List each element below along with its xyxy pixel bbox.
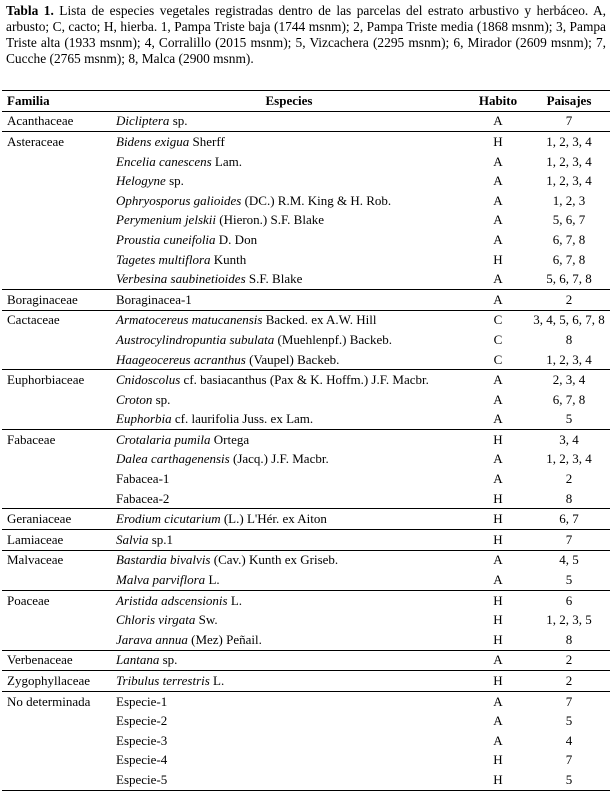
cell-paisajes: 6, 7, 8 — [552, 231, 586, 247]
cell-habito: A — [468, 111, 528, 132]
cell-familia — [2, 250, 110, 270]
cell-especie — [110, 152, 468, 172]
cell-especie — [110, 211, 468, 231]
species-authority: (Hieron.) S.F. Blake — [216, 212, 324, 228]
header-paisajes: Paisajes — [528, 91, 610, 112]
species-italic: Helogyne — [116, 173, 166, 189]
cell-paisajes: 5 — [565, 572, 573, 588]
table-row — [2, 691, 610, 711]
cell-paisajes: 4 — [565, 732, 573, 748]
table-row — [2, 171, 610, 191]
cell-especie — [110, 450, 468, 470]
cell-especie — [110, 350, 468, 370]
table-row — [2, 469, 610, 489]
table-header-row — [2, 91, 610, 112]
table-row — [2, 671, 610, 692]
cell-paisajes: 7 — [528, 530, 610, 551]
cell-especie — [110, 430, 468, 450]
cell-habito: H — [493, 490, 503, 506]
species-italic: Haageocereus acranthus — [116, 351, 246, 367]
cell-habito: H — [468, 430, 528, 450]
cell-paisajes: 1, 2, 3, 4 — [546, 153, 592, 169]
cell-habito: A — [493, 391, 503, 407]
cell-familia — [2, 691, 110, 711]
cell-especie — [110, 410, 468, 430]
cell-paisajes: 2 — [528, 650, 610, 671]
species-italic: Lantana — [116, 652, 160, 668]
species-authority: Backed. ex A.W. Hill — [262, 312, 377, 328]
table-row — [2, 370, 610, 390]
species-italic: Dicliptera — [116, 113, 170, 129]
table-row — [2, 530, 610, 551]
cell-habito: A — [493, 572, 503, 588]
cell-especie — [110, 191, 468, 211]
species-authority: D. Don — [215, 231, 258, 247]
cell-familia — [2, 550, 110, 570]
species-authority: sp. — [165, 173, 184, 189]
species-italic: Aristida adscensionis — [116, 592, 228, 608]
table-row — [2, 211, 610, 231]
species-authority: S.F. Blake — [245, 271, 303, 287]
cell-paisajes: 3, 4, 5, 6, 7, 8 — [528, 310, 610, 330]
species-authority: sp. — [152, 391, 171, 407]
species-italic: Tribulus terrestris — [116, 673, 210, 689]
species-authority: (Vaupel) Backeb. — [245, 351, 340, 367]
cell-habito: A — [493, 153, 503, 169]
species-authority: L. — [205, 572, 220, 588]
cell-paisajes: 7 — [565, 752, 573, 768]
cell-familia — [2, 671, 110, 692]
cell-familia — [2, 289, 110, 310]
table-row — [2, 230, 610, 250]
table-row — [2, 550, 610, 570]
species-authority: cf. basiacanthus (Pax & K. Hoffm.) J.F. Macbr. — [180, 372, 429, 388]
cell-familia — [2, 489, 110, 509]
table-row — [2, 269, 610, 289]
header-habito: Habito — [468, 91, 528, 112]
family-name: No determinada — [7, 693, 91, 709]
cell-familia — [2, 152, 110, 172]
cell-familia — [2, 330, 110, 350]
cell-paisajes: 5, 6, 7, 8 — [546, 271, 592, 287]
cell-paisajes: 5 — [565, 713, 573, 729]
species-italic: Tagetes multiflora — [116, 251, 211, 267]
cell-familia — [2, 530, 110, 551]
species-authority: Ortega — [210, 431, 250, 447]
cell-especie — [110, 570, 468, 590]
cell-habito: A — [493, 451, 503, 467]
cell-paisajes: 7 — [528, 111, 610, 132]
cell-paisajes: 5 — [565, 411, 573, 427]
species-authority: sp.1 — [148, 531, 174, 547]
table-row — [2, 731, 610, 751]
cell-familia — [2, 191, 110, 211]
species-authority: cf. laurifolia Juss. ex Lam. — [171, 411, 314, 427]
species-italic: Crotalaria pumila — [116, 431, 211, 447]
family-name: Malvaceae — [7, 552, 64, 568]
table-row — [2, 111, 610, 132]
species-authority: L. — [227, 592, 243, 608]
cell-habito: A — [493, 732, 503, 748]
table-row — [2, 509, 610, 530]
cell-familia — [2, 370, 110, 390]
cell-habito: A — [493, 411, 503, 427]
species-authority: Especie-4 — [116, 752, 168, 768]
cell-especie — [110, 550, 468, 570]
caption-label: Tabla 1. — [6, 3, 54, 18]
table-row — [2, 489, 610, 509]
cell-especie — [110, 731, 468, 751]
cell-paisajes: 6, 7, 8 — [552, 391, 586, 407]
species-authority: Fabacea-1 — [116, 471, 170, 487]
cell-familia — [2, 410, 110, 430]
cell-habito: A — [493, 713, 503, 729]
cell-especie — [110, 691, 468, 711]
species-authority: sp. — [159, 652, 178, 668]
family-name: Verbenaceae — [7, 652, 73, 668]
cell-familia — [2, 171, 110, 191]
cell-habito: A — [493, 212, 503, 228]
species-authority: Sherff — [189, 133, 225, 149]
cell-paisajes: 6, 7, 8 — [552, 251, 586, 267]
cell-especie — [110, 711, 468, 731]
cell-especie — [110, 610, 468, 630]
table-row — [2, 770, 610, 790]
cell-habito: A — [493, 192, 503, 208]
cell-habito: A — [468, 691, 528, 711]
species-italic: Salvia — [116, 531, 149, 547]
cell-paisajes: 5, 6, 7 — [552, 212, 586, 228]
cell-especie — [110, 132, 468, 152]
table-caption — [6, 3, 606, 67]
species-authority: Especie-2 — [116, 713, 168, 729]
header-familia: Familia — [2, 91, 110, 112]
species-italic: Jarava annua — [116, 631, 188, 647]
table-row — [2, 191, 610, 211]
cell-especie — [110, 370, 468, 390]
table-row — [2, 450, 610, 470]
cell-paisajes: 8 — [565, 490, 573, 506]
cell-paisajes: 7 — [528, 691, 610, 711]
cell-habito: C — [493, 351, 503, 367]
species-authority: Especie-3 — [116, 732, 168, 748]
cell-familia — [2, 211, 110, 231]
cell-paisajes: 6, 7 — [528, 509, 610, 530]
table-row — [2, 330, 610, 350]
table-row — [2, 430, 610, 450]
cell-habito: H — [468, 509, 528, 530]
cell-especie — [110, 590, 468, 610]
cell-familia — [2, 230, 110, 250]
cell-habito: A — [493, 231, 503, 247]
cell-habito: H — [468, 530, 528, 551]
table-row — [2, 410, 610, 430]
cell-paisajes: 8 — [565, 331, 573, 347]
species-authority: (Muehlenpf.) Backeb. — [274, 331, 392, 347]
family-name: Cactaceae — [7, 312, 60, 328]
cell-habito: H — [493, 752, 503, 768]
cell-familia — [2, 751, 110, 771]
cell-habito: A — [493, 271, 503, 287]
cell-especie — [110, 650, 468, 671]
table-body — [2, 111, 610, 790]
cell-familia — [2, 509, 110, 530]
species-italic: Croton — [116, 391, 153, 407]
species-authority: Especie-5 — [116, 771, 168, 787]
cell-paisajes: 1, 2, 3 — [552, 192, 586, 208]
cell-especie — [110, 390, 468, 410]
cell-habito: C — [493, 331, 503, 347]
table-row — [2, 132, 610, 152]
species-italic: Armatocereus matucanensis — [116, 312, 263, 328]
species-authority: (Cav.) Kunth ex Griseb. — [210, 552, 339, 568]
family-name: Poaceae — [7, 592, 50, 608]
cell-especie — [110, 671, 468, 692]
cell-especie — [110, 530, 468, 551]
cell-habito: H — [468, 770, 528, 790]
cell-especie — [110, 630, 468, 650]
family-name: Asteraceae — [7, 133, 65, 149]
family-name: Zygophyllaceae — [7, 673, 91, 689]
cell-familia — [2, 650, 110, 671]
table-row — [2, 630, 610, 650]
table-row — [2, 610, 610, 630]
species-italic: Verbesina saubinetioides — [116, 271, 246, 287]
cell-habito: A — [468, 650, 528, 671]
species-italic: Bastardia bivalvis — [116, 552, 211, 568]
species-italic: Cnidoscolus — [116, 372, 181, 388]
cell-especie — [110, 751, 468, 771]
cell-especie — [110, 469, 468, 489]
species-italic: Ophryosporus galioides — [116, 192, 242, 208]
table-row — [2, 310, 610, 330]
species-authority: Kunth — [210, 251, 247, 267]
species-authority: Fabacea-2 — [116, 490, 170, 506]
species-italic: Proustia cuneifolia — [116, 231, 216, 247]
cell-habito: A — [468, 550, 528, 570]
cell-especie — [110, 289, 468, 310]
cell-paisajes: 2 — [565, 471, 573, 487]
family-name: Lamiaceae — [7, 531, 64, 547]
cell-paisajes: 2 — [528, 289, 610, 310]
cell-habito: A — [493, 471, 503, 487]
cell-especie — [110, 111, 468, 132]
cell-familia — [2, 570, 110, 590]
cell-especie — [110, 230, 468, 250]
cell-habito: H — [468, 590, 528, 610]
species-italic: Dalea carthagenensis — [116, 451, 230, 467]
cell-familia — [2, 469, 110, 489]
cell-paisajes: 1, 2, 3, 4 — [546, 351, 592, 367]
cell-habito: A — [493, 173, 503, 189]
cell-especie — [110, 509, 468, 530]
cell-familia — [2, 390, 110, 410]
table-row — [2, 650, 610, 671]
cell-especie — [110, 770, 468, 790]
cell-paisajes: 5 — [528, 770, 610, 790]
cell-habito: C — [468, 310, 528, 330]
caption-text: Lista de especies vegetales registradas dentro de las parcelas del estrato arbustivo y herbáceo. A, arbusto; C, cacto; H, hierba. 1, Pampa Triste baja (1744 msnm); 2, Pampa Triste media (1868 msnm); 3, Pampa Triste alta (1933 msnm); 4, Corralillo (2015 msnm); 5, Vizcachera (2295 msnm); 6, Mirador (2609 msnm); 7, Cucche (2765 msnm); 8, Malca (2900 msnm). — [6, 3, 607, 66]
table-row — [2, 350, 610, 370]
cell-paisajes: 1, 2, 3, 4 — [546, 451, 592, 467]
species-authority: (DC.) R.M. King & H. Rob. — [241, 192, 392, 208]
table-row — [2, 751, 610, 771]
cell-familia — [2, 610, 110, 630]
cell-paisajes: 1, 2, 3, 5 — [546, 612, 592, 628]
cell-familia — [2, 770, 110, 790]
cell-paisajes: 1, 2, 3, 4 — [528, 132, 610, 152]
species-authority: (Jacq.) J.F. Macbr. — [229, 451, 329, 467]
table-row — [2, 289, 610, 310]
cell-familia — [2, 269, 110, 289]
table-row — [2, 390, 610, 410]
cell-familia — [2, 590, 110, 610]
cell-habito: H — [493, 251, 503, 267]
cell-especie — [110, 489, 468, 509]
cell-paisajes: 2 — [528, 671, 610, 692]
cell-especie — [110, 330, 468, 350]
cell-familia — [2, 310, 110, 330]
species-italic: Bidens exigua — [116, 133, 190, 149]
cell-paisajes: 4, 5 — [528, 550, 610, 570]
species-authority: L. — [209, 673, 225, 689]
species-authority: Sw. — [195, 612, 218, 628]
species-authority: (Mez) Peñail. — [187, 631, 262, 647]
species-italic: Euphorbia — [116, 411, 172, 427]
family-name: Euphorbiaceae — [7, 372, 85, 388]
cell-paisajes: 6 — [528, 590, 610, 610]
cell-habito: A — [468, 370, 528, 390]
cell-familia — [2, 711, 110, 731]
cell-habito: H — [468, 132, 528, 152]
cell-familia — [2, 430, 110, 450]
cell-habito: A — [468, 289, 528, 310]
cell-habito: H — [493, 612, 503, 628]
species-italic: Erodium cicutarium — [116, 511, 221, 527]
family-name: Acanthaceae — [7, 113, 74, 129]
cell-familia — [2, 132, 110, 152]
cell-especie — [110, 250, 468, 270]
species-table — [2, 90, 610, 791]
species-italic: Austrocylindropuntia subulata — [116, 331, 275, 347]
cell-paisajes: 2, 3, 4 — [528, 370, 610, 390]
species-italic: Chloris virgata — [116, 612, 196, 628]
cell-habito: H — [493, 631, 503, 647]
species-authority: Boraginacea-1 — [116, 291, 192, 307]
header-especies: Especies — [110, 91, 468, 112]
cell-familia — [2, 111, 110, 132]
cell-familia — [2, 731, 110, 751]
family-name: Boraginaceae — [7, 291, 78, 307]
table-row — [2, 711, 610, 731]
species-italic: Malva parviflora — [116, 572, 206, 588]
table-row — [2, 152, 610, 172]
table-row — [2, 590, 610, 610]
cell-especie — [110, 310, 468, 330]
cell-familia — [2, 630, 110, 650]
table-row — [2, 570, 610, 590]
species-authority: Lam. — [211, 153, 242, 169]
cell-especie — [110, 171, 468, 191]
cell-familia — [2, 350, 110, 370]
cell-familia — [2, 450, 110, 470]
species-authority: sp. — [169, 113, 188, 129]
table-row — [2, 250, 610, 270]
cell-paisajes: 1, 2, 3, 4 — [546, 173, 592, 189]
species-italic: Encelia canescens — [116, 153, 212, 169]
family-name: Fabaceae — [7, 431, 56, 447]
cell-especie — [110, 269, 468, 289]
cell-paisajes: 8 — [565, 631, 573, 647]
cell-paisajes: 3, 4 — [528, 430, 610, 450]
cell-habito: H — [468, 671, 528, 692]
species-italic: Perymenium jelskii — [116, 212, 216, 228]
species-authority: Especie-1 — [116, 693, 168, 709]
family-name: Geraniaceae — [7, 511, 72, 527]
species-authority: (L.) L'Hér. ex Aiton — [220, 511, 327, 527]
